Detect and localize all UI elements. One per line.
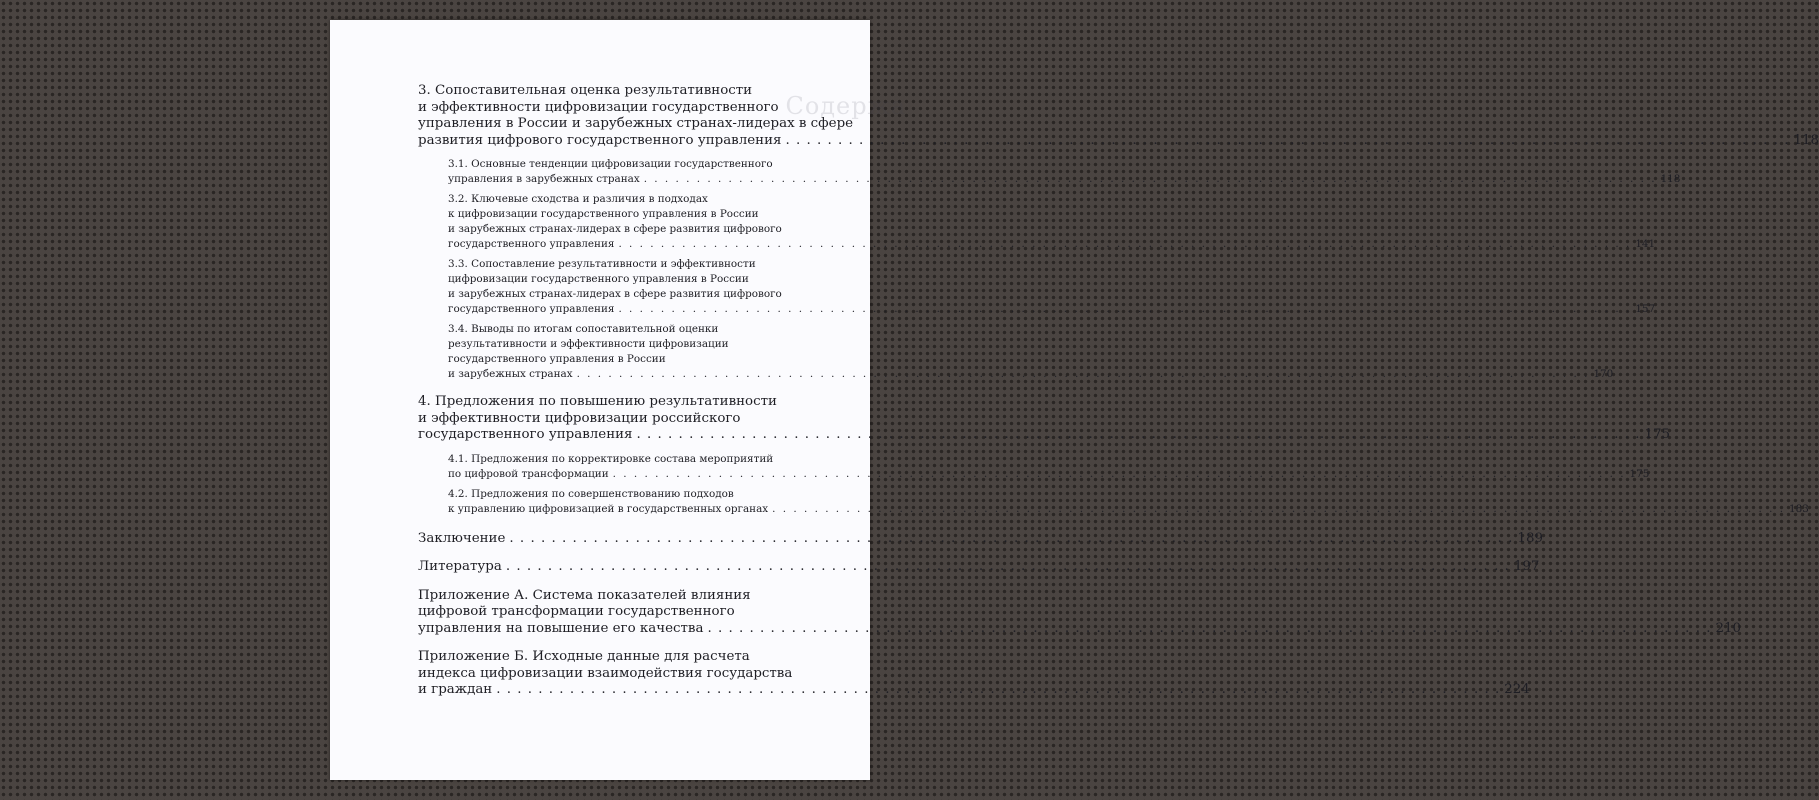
toc-entry bbox=[418, 157, 1681, 187]
toc-entry bbox=[418, 649, 1530, 699]
toc-page-number: 189 bbox=[1517, 530, 1543, 546]
toc-entry-line: развития цифрового государственного управления bbox=[418, 132, 782, 148]
toc-page-number: 141 bbox=[1635, 238, 1656, 250]
toc-entry-last-line bbox=[448, 367, 1614, 382]
dot-leader bbox=[577, 367, 1590, 382]
toc-page-number: 175 bbox=[1629, 467, 1650, 480]
toc-entry-line: и эффективности цифровизации государственного bbox=[418, 99, 779, 115]
toc-entry-line: 3.3. Сопоставление результативности и эффективности bbox=[448, 258, 756, 270]
toc-page-number: 197 bbox=[1513, 559, 1540, 574]
toc-page-number: 210 bbox=[1715, 620, 1742, 636]
toc-page-number: 157 bbox=[1635, 303, 1656, 315]
toc-entry-line: 3.4. Выводы по итогам сопоставительной оценки bbox=[448, 323, 719, 335]
toc-entry-line: 4.2. Предложения по совершенствованию подходов bbox=[448, 487, 734, 500]
toc-entry-last-line bbox=[448, 172, 1681, 187]
toc-entry-last-line bbox=[418, 427, 1671, 444]
toc-entry-line: цифровой трансформации государственного bbox=[418, 604, 735, 619]
toc-entry-last-line bbox=[448, 302, 1656, 317]
toc-entry-line: по цифровой трансформации bbox=[448, 467, 609, 480]
toc-entry-line: государственного управления bbox=[418, 427, 633, 442]
toc-page-number: 118 bbox=[1793, 132, 1819, 148]
toc-entry bbox=[418, 257, 1656, 317]
dot-leader bbox=[785, 133, 1789, 150]
toc-entry-line: Приложение Б. Исходные данные для расчета bbox=[418, 649, 750, 664]
toc-entry bbox=[418, 559, 1540, 576]
dot-leader bbox=[496, 682, 1500, 699]
toc-entry-line: цифровизации государственного управления в России bbox=[448, 273, 749, 285]
dot-leader bbox=[618, 237, 1631, 252]
toc-entry bbox=[418, 394, 1671, 444]
toc-entry-line: 4. Предложения по повышению результативности bbox=[418, 394, 777, 409]
toc-entry-line: 3.1. Основные тенденции цифровизации государственного bbox=[448, 158, 773, 170]
toc-entry-line: 3.2. Ключевые сходства и различия в подходах bbox=[448, 193, 708, 205]
toc-entry-last-line bbox=[418, 559, 1540, 576]
toc-entry-last-line bbox=[418, 620, 1742, 638]
dot-leader bbox=[772, 502, 1785, 517]
toc-entry-line: и зарубежных странах-лидерах в сфере развития цифрового bbox=[448, 288, 782, 300]
document-page bbox=[330, 20, 1819, 780]
toc-page-number: 183 bbox=[1789, 502, 1809, 515]
toc-entry bbox=[418, 587, 1742, 638]
toc-entry bbox=[418, 530, 1543, 548]
toc-entry-last-line bbox=[418, 132, 1819, 150]
toc-entry-last-line bbox=[418, 530, 1543, 548]
dot-leader bbox=[644, 172, 1657, 187]
toc-entry bbox=[418, 452, 1650, 482]
dot-leader bbox=[506, 559, 1510, 576]
toc-entry-line: управления на повышение его качества bbox=[418, 620, 704, 636]
toc-entry-line: Литература bbox=[418, 559, 502, 574]
toc-entry-line: управления в России и зарубежных странах-лидерах в сфере bbox=[418, 116, 854, 131]
dot-leader bbox=[509, 531, 1513, 548]
toc-entry-line: и зарубежных странах-лидерах в сфере развития цифрового bbox=[448, 223, 782, 235]
dot-leader bbox=[707, 621, 1711, 638]
toc-entry-line: Заключение bbox=[418, 530, 506, 546]
toc-entry-line: к цифровизации государственного управления в России bbox=[448, 208, 759, 220]
toc-entry-line: и эффективности цифровизации российского bbox=[418, 410, 741, 426]
toc-entry-line: государственного управления bbox=[448, 303, 615, 315]
toc-entry-line: и граждан bbox=[418, 682, 493, 697]
dot-leader bbox=[613, 467, 1626, 482]
toc-entry-line: государственного управления в России bbox=[448, 353, 666, 365]
toc-page-number: 170 bbox=[1593, 368, 1614, 380]
toc-entry-line: результативности и эффективности цифровизации bbox=[448, 338, 729, 350]
toc-entry-line: индекса цифровизации взаимодействия государства bbox=[418, 665, 793, 681]
dot-leader bbox=[618, 302, 1631, 317]
toc-entry-last-line bbox=[418, 682, 1530, 699]
toc-entry-last-line bbox=[448, 237, 1656, 252]
toc-entry-last-line bbox=[448, 502, 1809, 517]
toc-entry-line: к управлению цифровизацией в государственных органах bbox=[448, 502, 769, 515]
toc-entry bbox=[418, 322, 1614, 382]
toc-entry bbox=[418, 192, 1656, 252]
toc-entry-line: 4.1. Предложения по корректировке состава мероприятий bbox=[448, 452, 774, 465]
toc-entry-line: 3. Сопоставительная оценка результативности bbox=[418, 83, 753, 98]
toc-entry-line: Приложение А. Система показателей влияния bbox=[418, 587, 751, 603]
toc-entry-line: государственного управления bbox=[448, 238, 615, 250]
toc-entry-last-line bbox=[448, 467, 1650, 482]
toc-entry-line: управления в зарубежных странах bbox=[448, 173, 640, 185]
toc-entry-line: и зарубежных странах bbox=[448, 368, 573, 380]
toc-page-number: 175 bbox=[1644, 427, 1671, 442]
toc-entry bbox=[418, 487, 1809, 517]
dot-leader bbox=[637, 427, 1641, 444]
toc-page-number: 224 bbox=[1504, 682, 1530, 697]
bleed-through-heading: Содержа bbox=[785, 92, 906, 120]
toc-page-number: 118 bbox=[1660, 173, 1681, 185]
